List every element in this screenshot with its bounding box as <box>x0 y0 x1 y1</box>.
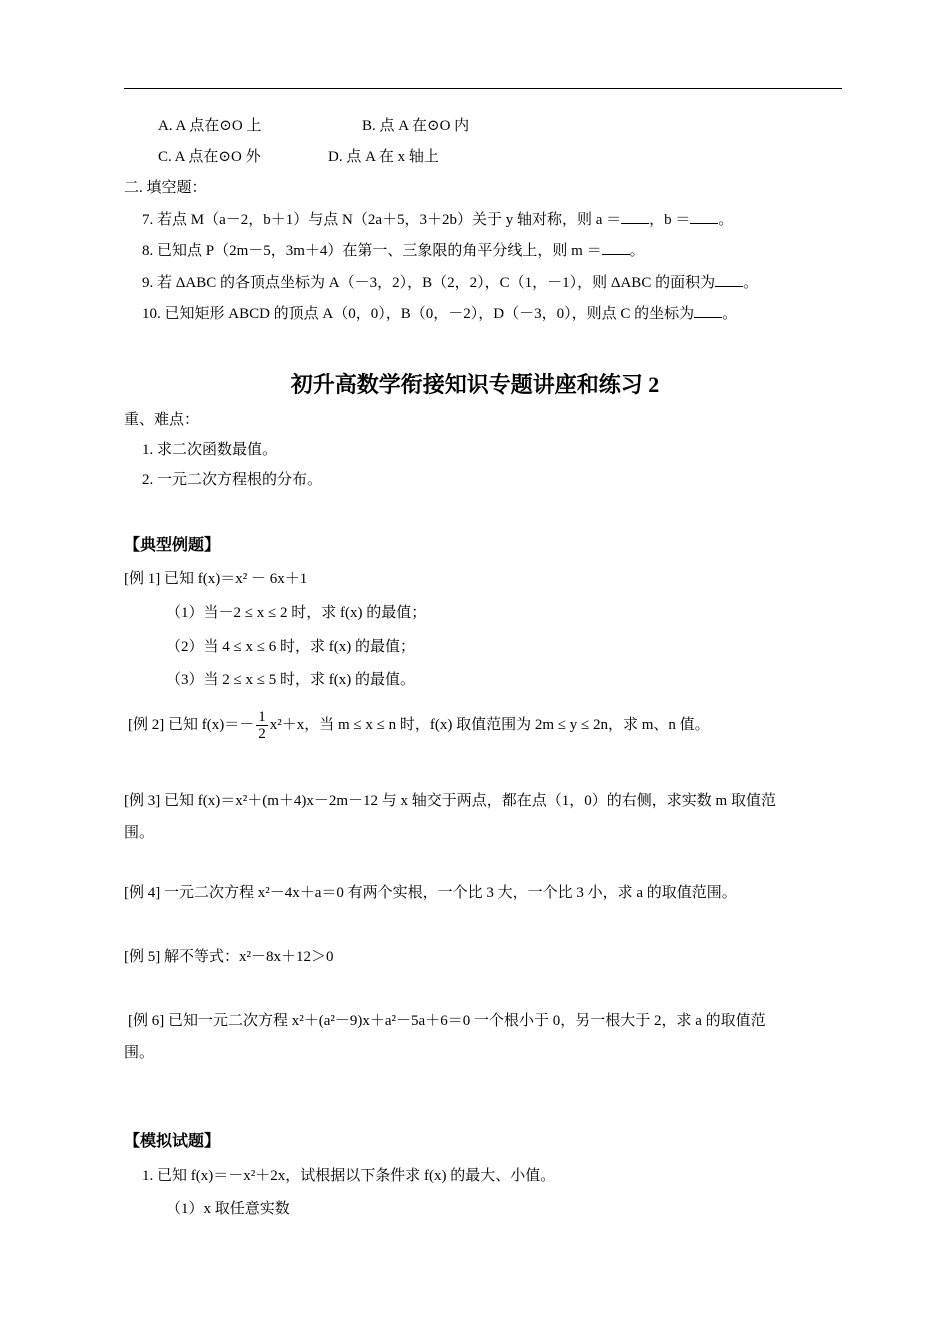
key-point-item: 1. 求二次函数最值。 <box>142 442 278 458</box>
choice-a: A. A 点在⊙O 上 <box>158 118 262 134</box>
example-1-part: （1）当－2 ≤ x ≤ 2 时，求 f(x) 的最值； <box>166 605 427 621</box>
example-5: [例 5] 解不等式：x²－8x＋12＞0 <box>124 949 334 965</box>
example-6-line: 围。 <box>124 1045 155 1061</box>
example-1-part: （2）当 4 ≤ x ≤ 6 时，求 f(x) 的最值； <box>166 639 415 655</box>
example-2 <box>128 706 710 744</box>
lecture-title: 初升高数学衔接知识专题讲座和练习 2 <box>290 372 660 397</box>
fill-in-heading: 二. 填空题： <box>124 180 207 196</box>
question-10-text: 10. 已知矩形 ABCD 的顶点 A（0，0），B（0，－2），D（－3，0），则点 C 的坐标为 <box>142 306 695 322</box>
examples-heading: 【典型例题】 <box>124 537 221 554</box>
answer-blank[interactable] <box>694 303 722 318</box>
question-8-end: 。 <box>629 243 645 259</box>
example-6-line: [例 6] 已知一元二次方程 x²＋(a²－9)x＋a²－5a＋6＝0 一个根小于 0，另一根大于 2，求 a 的取值范 <box>128 1013 766 1029</box>
key-point-item: 2. 一元二次方程根的分布。 <box>142 472 323 488</box>
example-3-line: 围。 <box>124 825 155 841</box>
practice-question-1-part: （1）x 取任意实数 <box>166 1201 290 1217</box>
question-7-end: 。 <box>718 212 734 228</box>
question-9-end: 。 <box>743 275 759 291</box>
practice-question-1: 1. 已知 f(x)＝－x²＋2x，试根据以下条件求 f(x) 的最大、小值。 <box>142 1168 556 1184</box>
example-2-post: x²＋x，当 m ≤ x ≤ n 时，f(x) 取值范围为 2m ≤ y ≤ 2n，求 m、n 值。 <box>269 717 710 733</box>
answer-blank[interactable] <box>690 209 718 224</box>
answer-blank[interactable] <box>621 209 649 224</box>
question-10 <box>142 303 737 324</box>
fraction <box>256 709 268 742</box>
example-1-part: （3）当 2 ≤ x ≤ 5 时，求 f(x) 的最值。 <box>166 672 415 688</box>
fraction-numerator: 1 <box>258 709 266 726</box>
practice-heading: 【模拟试题】 <box>124 1133 221 1150</box>
question-7-text: 7. 若点 M（a－2，b＋1）与点 N（2a＋5，3＋2b）关于 y 轴对称，则 a ＝ <box>142 212 622 228</box>
answer-blank[interactable] <box>602 240 630 255</box>
example-3-line: [例 3] 已知 f(x)＝x²＋(m＋4)x－2m－12 与 x 轴交于两点，都在点（1，0）的右侧，求实数 m 取值范 <box>124 793 776 809</box>
answer-blank[interactable] <box>715 272 743 287</box>
choice-c: C. A 点在⊙O 外 <box>158 149 261 165</box>
example-1-stem: [例 1] 已知 f(x)＝x² － 6x＋1 <box>124 571 308 587</box>
fraction-denominator: 2 <box>258 726 266 743</box>
question-10-end: 。 <box>722 306 738 322</box>
question-7 <box>142 209 733 230</box>
question-9 <box>142 272 758 293</box>
question-8-text: 8. 已知点 P（2m－5，3m＋4）在第一、三象限的角平分线上，则 m ＝ <box>142 243 602 259</box>
question-9-text: 9. 若 ΔABC 的各顶点坐标为 A（－3，2），B（2，2），C（1，－1），则 ΔABC 的面积为 <box>142 275 716 291</box>
key-points-label: 重、难点： <box>124 412 200 428</box>
example-2-pre: [例 2] 已知 f(x)＝－ <box>128 717 255 733</box>
question-8 <box>142 240 645 261</box>
question-7-mid: ，b ＝ <box>649 212 691 228</box>
choice-d: D. 点 A 在 x 轴上 <box>328 149 439 165</box>
header-rule <box>124 88 842 89</box>
choice-b: B. 点 A 在⊙O 内 <box>362 118 470 134</box>
example-4: [例 4] 一元二次方程 x²－4x＋a＝0 有两个实根，一个比 3 大，一个比 3 小，求 a 的取值范围。 <box>124 885 737 901</box>
